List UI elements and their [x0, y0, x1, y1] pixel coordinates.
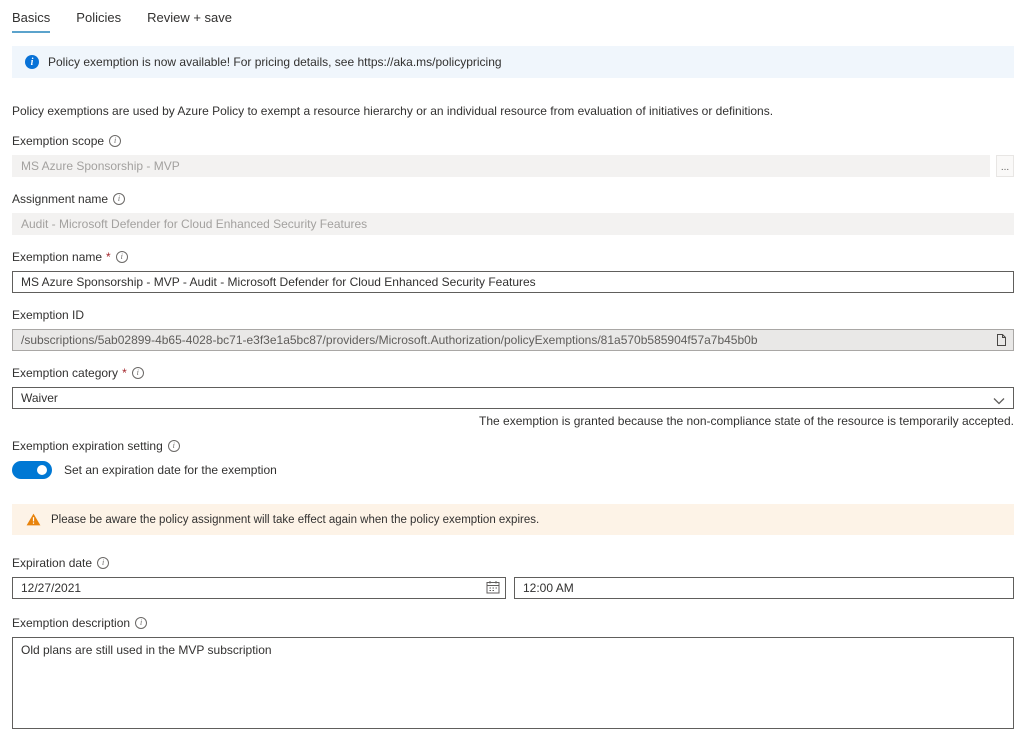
expiration-toggle-label: Set an expiration date for the exemption	[64, 463, 277, 477]
field-exemption-description	[12, 615, 1014, 732]
exemption-name-input[interactable]	[12, 271, 1014, 293]
exemption-category-select[interactable]	[12, 387, 1014, 409]
tab-bar	[12, 10, 1014, 33]
field-exemption-id	[12, 307, 1014, 351]
assignment-name-input	[12, 213, 1014, 235]
expiration-toggle[interactable]	[12, 461, 52, 479]
exemption-id-label: Exemption ID	[12, 308, 85, 322]
copy-icon[interactable]	[987, 330, 1013, 350]
info-icon: i	[25, 55, 39, 69]
tab-review-save[interactable]: Review + save	[147, 10, 232, 25]
exemption-scope-label: Exemption scope	[12, 134, 105, 148]
warning-banner-text: Please be aware the policy assignment will take effect again when the policy exemption expires.	[51, 513, 540, 526]
info-tooltip-icon[interactable]: i	[97, 557, 109, 569]
exemption-id-input	[12, 329, 1014, 351]
warning-banner	[12, 504, 1014, 535]
tab-policies[interactable]: Policies	[76, 10, 122, 25]
exemption-name-label: Exemption name	[12, 250, 103, 264]
info-tooltip-icon[interactable]: i	[116, 251, 128, 263]
exemption-description-label: Exemption description	[12, 616, 131, 630]
field-exemption-category	[12, 365, 1014, 428]
tab-basics[interactable]: Basics	[12, 10, 50, 33]
info-banner	[12, 46, 1014, 78]
expiration-date-input[interactable]	[12, 577, 506, 599]
expiration-time-input[interactable]	[514, 577, 1014, 599]
calendar-icon[interactable]	[486, 580, 500, 597]
field-exemption-scope	[12, 133, 1014, 177]
required-mark: *	[122, 366, 127, 380]
exemption-category-label: Exemption category	[12, 366, 119, 380]
expiration-setting-label: Exemption expiration setting	[12, 439, 163, 453]
exemption-description-textarea[interactable]	[12, 637, 1014, 729]
assignment-name-label: Assignment name	[12, 192, 109, 206]
field-assignment-name	[12, 191, 1014, 235]
info-tooltip-icon[interactable]: i	[135, 617, 147, 629]
field-exemption-name	[12, 249, 1014, 293]
info-tooltip-icon[interactable]: i	[168, 440, 180, 452]
warning-icon	[26, 513, 41, 526]
scope-picker-button[interactable]: ...	[996, 155, 1014, 177]
expiration-date-label: Expiration date	[12, 556, 93, 570]
info-tooltip-icon[interactable]: i	[109, 135, 121, 147]
category-helper-text: The exemption is granted because the non-compliance state of the resource is temporarily accepted.	[479, 414, 1014, 428]
required-mark: *	[106, 250, 111, 264]
field-expiration-date	[12, 555, 1014, 599]
info-tooltip-icon[interactable]: i	[132, 367, 144, 379]
exemption-scope-input	[12, 155, 990, 177]
toggle-knob	[37, 465, 47, 475]
intro-text: Policy exemptions are used by Azure Policy to exempt a resource hierarchy or an individual resource from evaluation of initiatives or definitions.	[12, 104, 774, 118]
info-tooltip-icon[interactable]: i	[113, 193, 125, 205]
info-banner-text: Policy exemption is now available! For pricing details, see https://aka.ms/policypricing	[48, 55, 502, 69]
field-expiration-setting	[12, 438, 1014, 480]
